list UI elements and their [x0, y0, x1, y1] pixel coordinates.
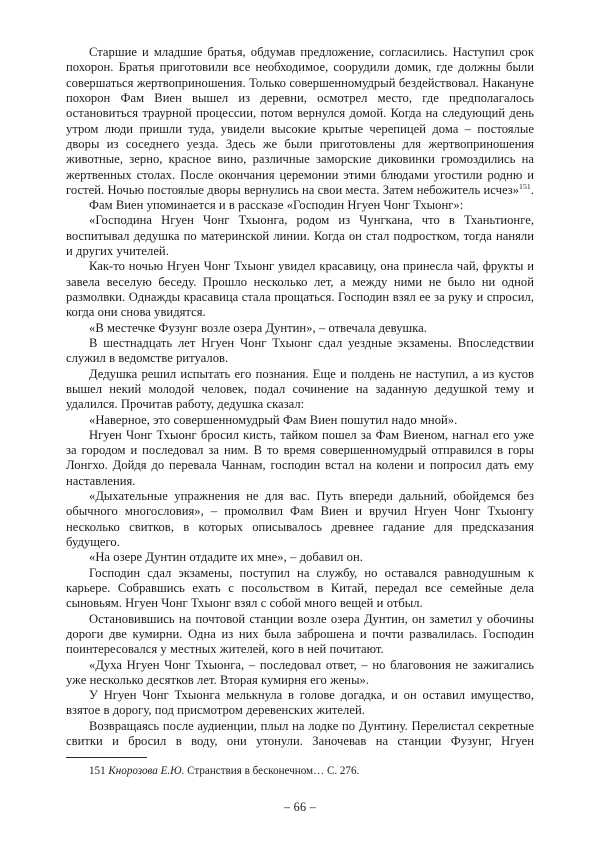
paragraph: Дедушка решил испытать его познания. Еще и полдень не наступил, а из кустов вышел некий молодой человек, подал сочинение на заданную дедушкой тему и удалился. Прочитав работу, дедушка сказал: — [66, 366, 534, 412]
paragraph: Нгуен Чонг Тхыонг бросил кисть, тайком пошел за Фам Виеном, нагнал его уже за городом и последовал за ним. В то время совершенномудрый отправился в горы Лонгхо. Дойдя до перевала Чаннам, господин встал на колени и попросил дать ему наставления. — [66, 427, 534, 488]
footnote-entry — [66, 764, 534, 778]
paragraph — [66, 45, 534, 198]
paragraph: «В местечке Фузунг возле озера Дунтин», – отвечала девушка. — [89, 320, 427, 335]
footnote-separator-rule — [66, 757, 147, 758]
footnote-area — [66, 757, 534, 778]
paragraph: «Духа Нгуен Чонг Тхыонга, – последовал ответ, – но благовония не зажигались уже несколько десятков лет. Вторая кумирня его жены». — [66, 657, 534, 687]
paragraph-text: Старшие и младшие братья, обдумав предложение, согласились. Наступил срок похорон. Братья приготовили все необходимое, соорудили домик, где должны были совершаться жертвоприношения. Только совершенномудрый бездействовал. Накануне похорон Фам Виен вышел из деревни, осмотрел место, где предполагалось остановиться траурной процессии, потом вернулся домой. Когда на следующий день утром люди пришли туда, увидели высокие крытые черепицей дома – постоялые дворы из соседнего уезда. Здесь же были приготовлены для жертвоприношения животные, зерно, красное вино, различные заморские диковинки громоздились на жертвенных столах. После окончания церемонии этими блюдами угостили родню и гостей. Ночью постоялые дворы вернулись на свои места. Затем небожитель исчез» — [66, 45, 534, 197]
footnote-reference: Странствия в бесконечном… С. 276. — [187, 765, 360, 777]
footnote-reference-marker[interactable]: 151 — [519, 181, 531, 191]
paragraph: «На озере Дунтин отдадите их мне», – добавил он. — [89, 550, 363, 565]
paragraph: Господин сдал экзамены, поступил на службу, но оставался равнодушным к карьере. Собравшись ехать с посольством в Китай, передал все семейные дела сыновьям. Нгуен Чонг Тхыонг взял с собой много вещей и отбыл. — [66, 565, 534, 611]
paragraph: Остановившись на почтовой станции возле озера Дунтин, он заметил у обочины дороги две кумирни. Одна из них была заброшена и почти развалилась. Господин поинтересовался у местных жителей, кого в ней почитают. — [66, 611, 534, 657]
footnote-author: Кнорозова Е.Ю. — [108, 765, 185, 777]
paragraph: Фам Виен упоминается и в рассказе «Господин Нгуен Чонг Тхыонг»: — [89, 198, 464, 213]
paragraph: В шестнадцать лет Нгуен Чонг Тхыонг сдал уездные экзамены. Впоследствии служил в ведомстве ритуалов. — [66, 335, 534, 366]
paragraph-tail: . — [530, 182, 534, 197]
body-text-column — [66, 45, 534, 749]
paragraph: Возвращаясь после аудиенции, плыл на лодке по Дунтину. Перелистал секретные свитки и бросил в воду, они утонули. Заночевав на станции Фузунг, Нгуен — [66, 718, 534, 749]
paragraph: Как-то ночью Нгуен Чонг Тхыонг увидел красавицу, она принесла чай, фрукты и завела веселую беседу. Прошло несколько лет, а между ними не было ни одной размолвки. Однажды красавица стала прощаться. Господин взял ее за руку и спросил, когда они снова увидятся. — [66, 259, 534, 320]
footnote-number: 151 — [89, 765, 106, 777]
paragraph: «Дыхательные упражнения не для вас. Путь впереди дальний, обойдемся без обычного многословия», – промолвил Фам Виен и вручил Нгуен Чонг Тхыонгу несколько свитков, в которых описывалось древнее гадание для предсказания будущего. — [66, 489, 534, 549]
paragraph: «Наверное, это совершенномудрый Фам Виен пошутил надо мной». — [89, 412, 458, 427]
paragraph: «Господина Нгуен Чонг Тхыонга, родом из Чунгкана, что в Тханьтионге, воспитывал дедушка по материнской линии. Когда он стал подростком, тогда наняли и других учителей. — [66, 213, 534, 259]
paragraph: У Нгуен Чонг Тхыонга мелькнула в голове догадка, и он оставил имущество, взятое в дорогу, под присмотром деревенских жителей. — [66, 688, 534, 718]
page-number: – 66 – — [283, 800, 317, 814]
